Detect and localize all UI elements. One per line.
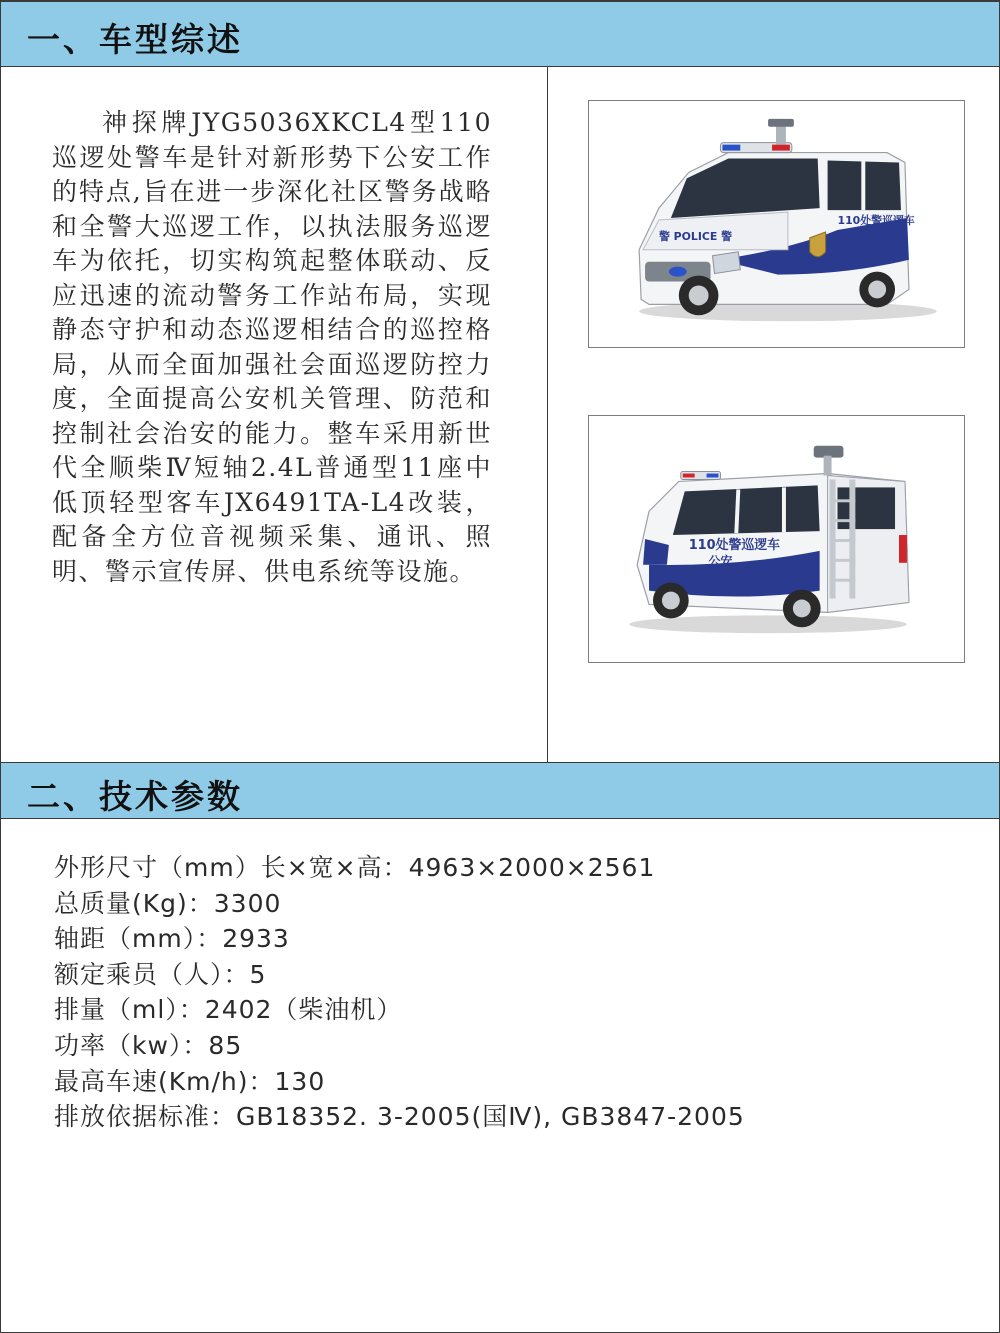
overview-paragraph: 神探牌JYG5036XKCL4型110巡逻处警车是针对新形势下公安工作的特点,旨在进一步深化社区警务战略和全警大巡逻工作，以执法服务巡逻车为依托，切实构筑起整体联动、反应迅速的流动警务工作站布局，实现静态守护和动态巡逻相结合的巡控格局，从而全面加强社会面巡逻防控力度，全面提高公安机关管理、防范和控制社会治安的能力。整车采用新世代全顺柴Ⅳ短轴2.4L普通型11座中低顶轻型客车JX6491TA-L4改装，配备全方位音视频采集、通讯、照明、警示宣传屏、供电系统等设施。 [52,108,492,586]
spec-list [54,850,745,1135]
vehicle-photo-front [588,100,965,348]
spec-passengers: 额定乘员（人）：5 [54,959,267,989]
side-text-front-2: 公安 [855,228,880,243]
vehicle-photo-rear [588,415,965,663]
spec-dimensions: 外形尺寸（mm）长×宽×高：4963×2000×2561 [54,853,656,882]
side-text-rear-2: 公安 [708,553,733,568]
section-header-specs [1,762,999,819]
section-header-overview [1,1,999,67]
spec-displacement: 排量（ml）：2402（柴油机） [54,995,403,1025]
section-title-specs: 二、技术参数 [27,777,243,816]
side-text-front: 110处警巡逻车 [837,214,915,227]
van-front-illustration [589,101,964,347]
spec-power: 功率（kw）：85 [54,1030,243,1060]
column-divider [547,67,548,762]
spec-total-mass: 总质量(Kg)：3300 [54,888,282,918]
spec-emission-standard: 排放依据标准：GB18352. 3-2005(国Ⅳ), GB3847-2005 [54,1102,745,1132]
van-rear-illustration [589,416,964,662]
hood-text: 警 POLICE 警 [658,229,733,243]
spec-wheelbase: 轴距（mm）：2933 [54,924,290,954]
side-text-rear: 110处警巡逻车 [688,537,780,553]
section-title-overview: 一、车型综述 [27,20,243,59]
spec-max-speed: 最高车速(Km/h)：130 [54,1066,326,1096]
